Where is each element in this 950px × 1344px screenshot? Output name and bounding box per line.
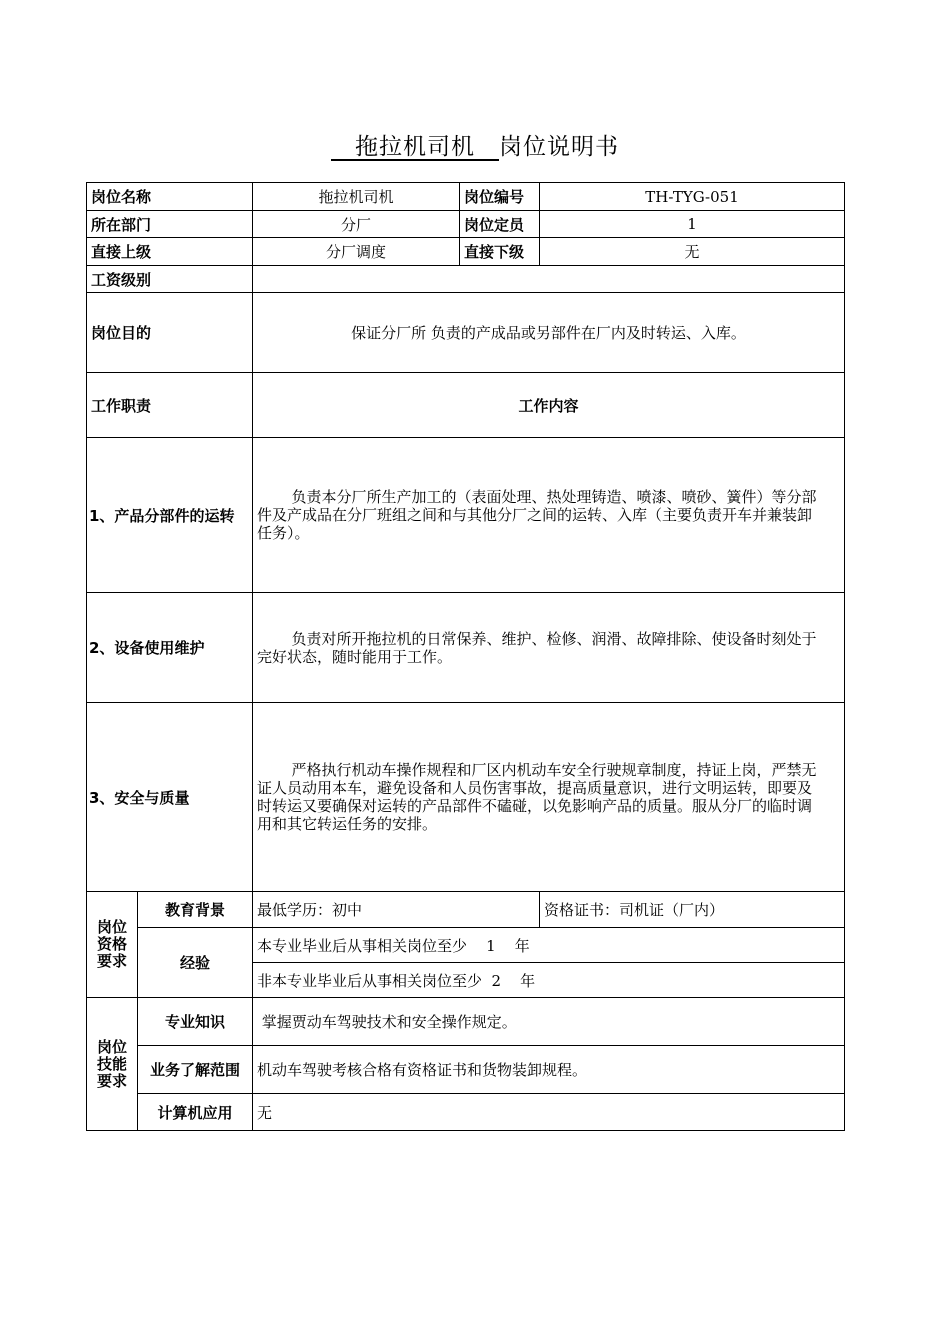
- row-position-name: [87, 183, 845, 211]
- row-superior: [87, 238, 845, 266]
- title-suffix: 岗位说明书: [499, 134, 619, 160]
- qualification-group-label: 岗位 资格 要求: [87, 892, 138, 998]
- duty-3-label: 3、安全与质量: [87, 703, 253, 892]
- position-name-label: 岗位名称: [87, 183, 253, 211]
- title-position-name: 拖拉机司机: [355, 134, 475, 160]
- document-title: [0, 128, 950, 161]
- row-business-scope: [87, 1046, 845, 1094]
- row-duty-1: [87, 438, 845, 593]
- department-value: 分厂: [253, 211, 460, 238]
- row-experience-same: [87, 928, 845, 963]
- row-computer: [87, 1094, 845, 1131]
- subordinate-value: 无: [540, 238, 845, 266]
- position-code-value: TH-TYG-051: [540, 183, 845, 211]
- duty-2-label: 2、设备使用维护: [87, 593, 253, 703]
- knowledge-label: 专业知识: [138, 998, 253, 1046]
- position-code-label: 岗位编号: [460, 183, 540, 211]
- duty-2-text: 负责对所开拖拉机的日常保养、维护、检修、润滑、故障排除、使设备时刻处于完好状态，随时能用于工作。: [253, 593, 845, 703]
- superior-value: 分厂调度: [253, 238, 460, 266]
- experience-other-major: 非本专业毕业后从事相关岗位至少 2 年: [253, 963, 845, 998]
- subordinate-label: 直接下级: [460, 238, 540, 266]
- experience-label: 经验: [138, 928, 253, 998]
- skills-group-label: 岗位 技能 要求: [87, 998, 138, 1131]
- row-education: [87, 892, 845, 928]
- education-value: 最低学历：初中: [253, 892, 540, 928]
- duties-header-label: 工作职责: [87, 373, 253, 438]
- purpose-text: 保证分厂所 负责的产成品或另部件在厂内及时转运、入库。: [253, 293, 845, 373]
- computer-label: 计算机应用: [138, 1094, 253, 1131]
- purpose-label: 岗位目的: [87, 293, 253, 373]
- department-label: 所在部门: [87, 211, 253, 238]
- education-label: 教育背景: [138, 892, 253, 928]
- knowledge-value: 掌握贾动车驾驶技术和安全操作规定。: [253, 998, 845, 1046]
- headcount-label: 岗位定员: [460, 211, 540, 238]
- row-duty-2: [87, 593, 845, 703]
- position-name-value: 拖拉机司机: [253, 183, 460, 211]
- row-knowledge: [87, 998, 845, 1046]
- job-description-table: [86, 182, 845, 1131]
- business-label: 业务了解范围: [138, 1046, 253, 1094]
- row-duty-3: [87, 703, 845, 892]
- business-value: 机动车驾驶考核合格有资格证书和货物装卸规程。: [253, 1046, 845, 1094]
- row-department: [87, 211, 845, 238]
- row-duties-header: [87, 373, 845, 438]
- duties-header-content: 工作内容: [253, 373, 845, 438]
- certificate-value: 资格证书：司机证（厂内）: [540, 892, 845, 928]
- duty-1-label: 1、产品分部件的运转: [87, 438, 253, 593]
- superior-label: 直接上级: [87, 238, 253, 266]
- duty-3-text: 严格执行机动车操作规程和厂区内机动车安全行驶规章制度，持证上岗，严禁无证人员动用本车，避免设备和人员伤害事故，提高质量意识，进行文明运转，即要及时转运又要确保对运转的产品部件不磕碰，以免影响产品的质量。服从分厂的临时调用和其它转运任务的安排。: [253, 703, 845, 892]
- computer-value: 无: [253, 1094, 845, 1131]
- salary-value: [253, 266, 845, 293]
- experience-same-major: 本专业毕业后从事相关岗位至少 1 年: [253, 928, 845, 963]
- salary-label: 工资级别: [87, 266, 253, 293]
- row-purpose: [87, 293, 845, 373]
- duty-1-text: 负责本分厂所生产加工的（表面处理、热处理铸造、喷漆、喷砂、簧件）等分部件及产成品在分厂班组之间和与其他分厂之间的运转、入库（主要负责开车并兼装卸任务）。: [253, 438, 845, 593]
- row-salary: [87, 266, 845, 293]
- headcount-value: 1: [540, 211, 845, 238]
